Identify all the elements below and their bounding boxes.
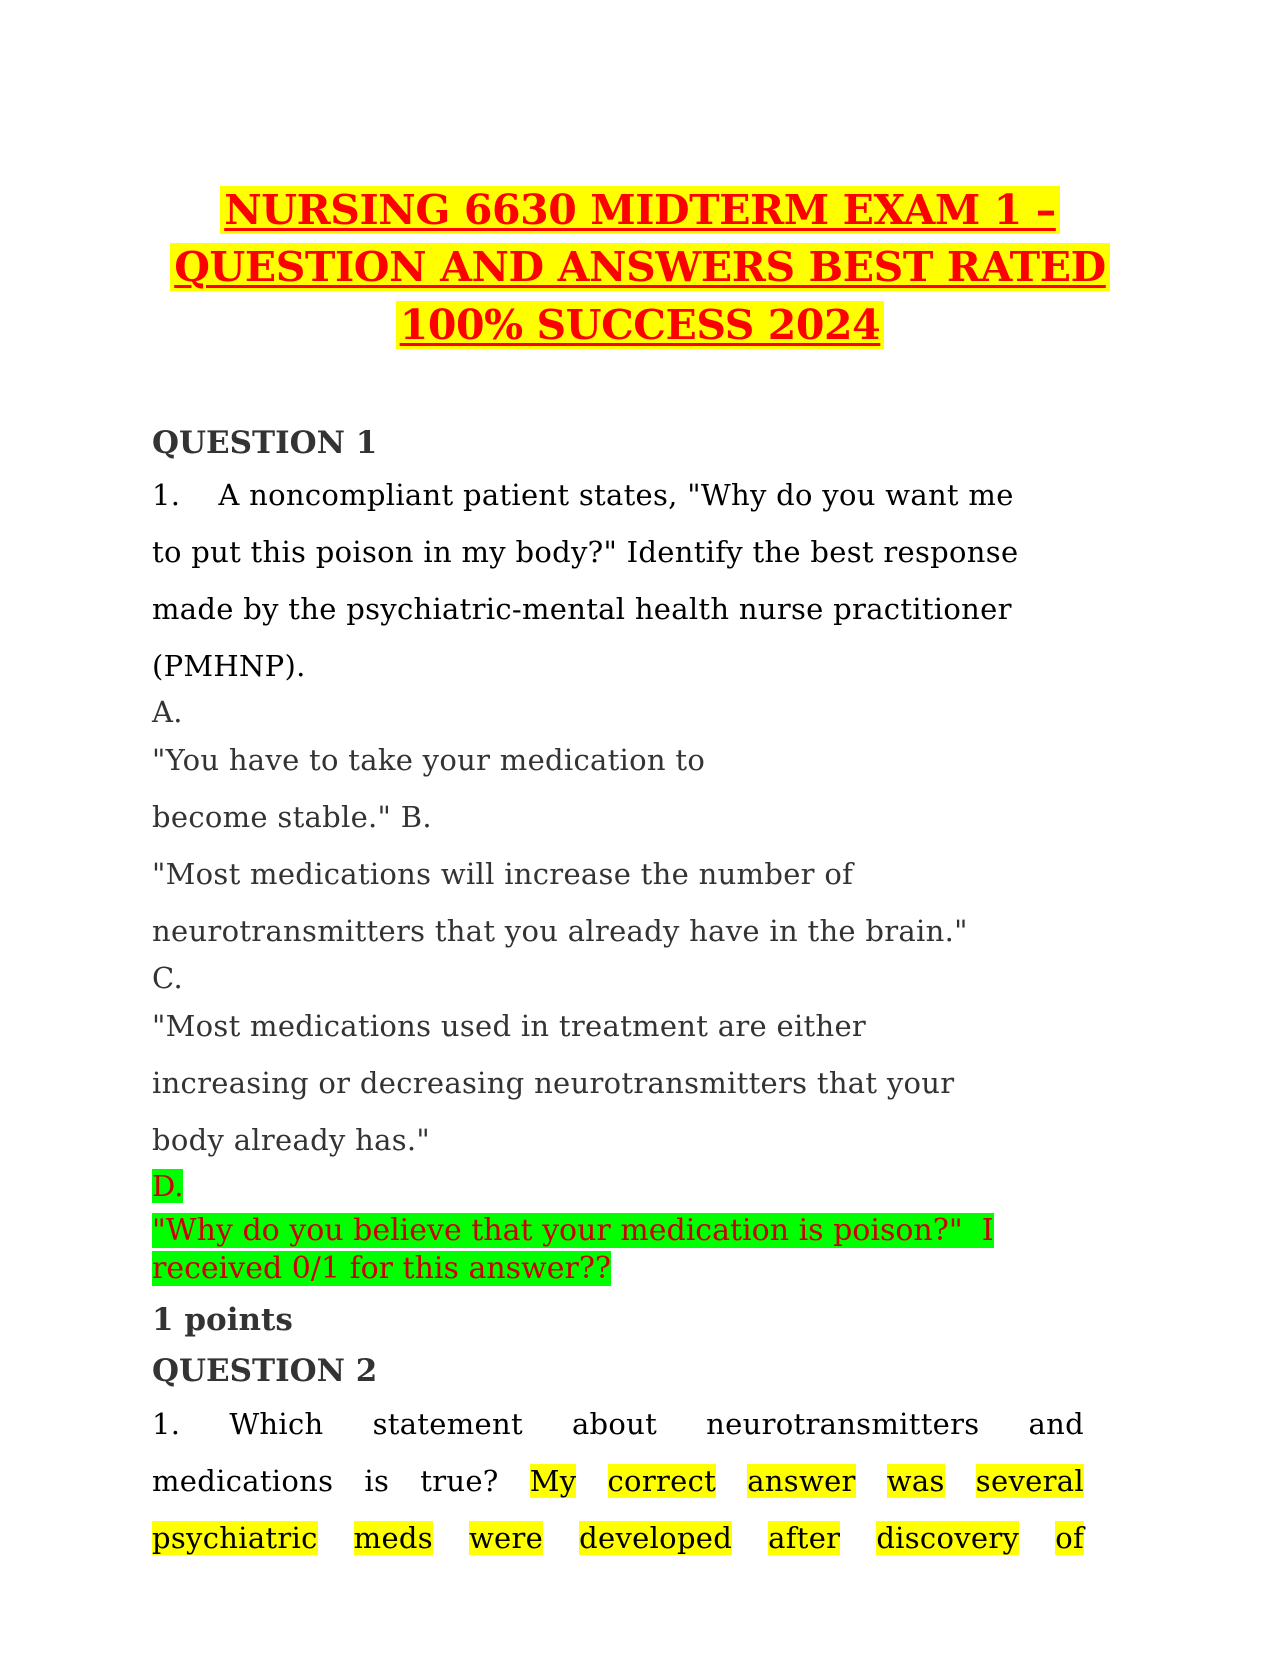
- option-c-label: C.: [152, 961, 183, 995]
- option-b-text-line: neurotransmitters that you already have in the brain.": [152, 914, 968, 948]
- option-d-text-line: received 0/1 for this answer??: [152, 1251, 611, 1286]
- question-2-heading: QUESTION 2: [152, 1353, 378, 1389]
- option-d-label: D.: [152, 1169, 184, 1203]
- question-1-heading: QUESTION 1: [152, 425, 378, 461]
- document-title-line-3: 100% SUCCESS 2024: [150, 297, 1130, 354]
- option-a-label: A.: [152, 695, 183, 729]
- option-c-text-line: body already has.": [152, 1123, 431, 1157]
- question-1-stem-line: to put this poison in my body?" Identify the best response: [152, 535, 1019, 569]
- option-c-text-line: "Most medications used in treatment are either: [152, 1009, 867, 1043]
- document-title-line-1: NURSING 6630 MIDTERM EXAM 1 –: [150, 182, 1130, 239]
- question-1-stem-line: 1. A noncompliant patient states, "Why do you want me: [152, 478, 1014, 512]
- question-1-stem-line: (PMHNP).: [152, 649, 306, 683]
- question-2-stem-line: psychiatric meds were developed after discovery of: [152, 1521, 1085, 1555]
- option-a-text-line: "You have to take your medication to: [152, 743, 706, 777]
- question-2-stem-line: medications is true? My correct answer was several: [152, 1464, 1084, 1498]
- option-b-text-line: "Most medications will increase the number of: [152, 857, 854, 891]
- option-c-text-line: increasing or decreasing neurotransmitters that your: [152, 1066, 955, 1100]
- question-1-stem-line: made by the psychiatric-mental health nurse practitioner: [152, 592, 1012, 626]
- document-title-line-2: QUESTION AND ANSWERS BEST RATED: [150, 239, 1130, 296]
- question-2-stem-line: 1. Which statement about neurotransmitters and: [152, 1407, 1084, 1441]
- option-d-text-line: "Why do you believe that your medication is poison?" I: [152, 1213, 994, 1248]
- question-1-points: 1 points: [152, 1302, 293, 1338]
- option-a-text-line: become stable." B.: [152, 800, 432, 834]
